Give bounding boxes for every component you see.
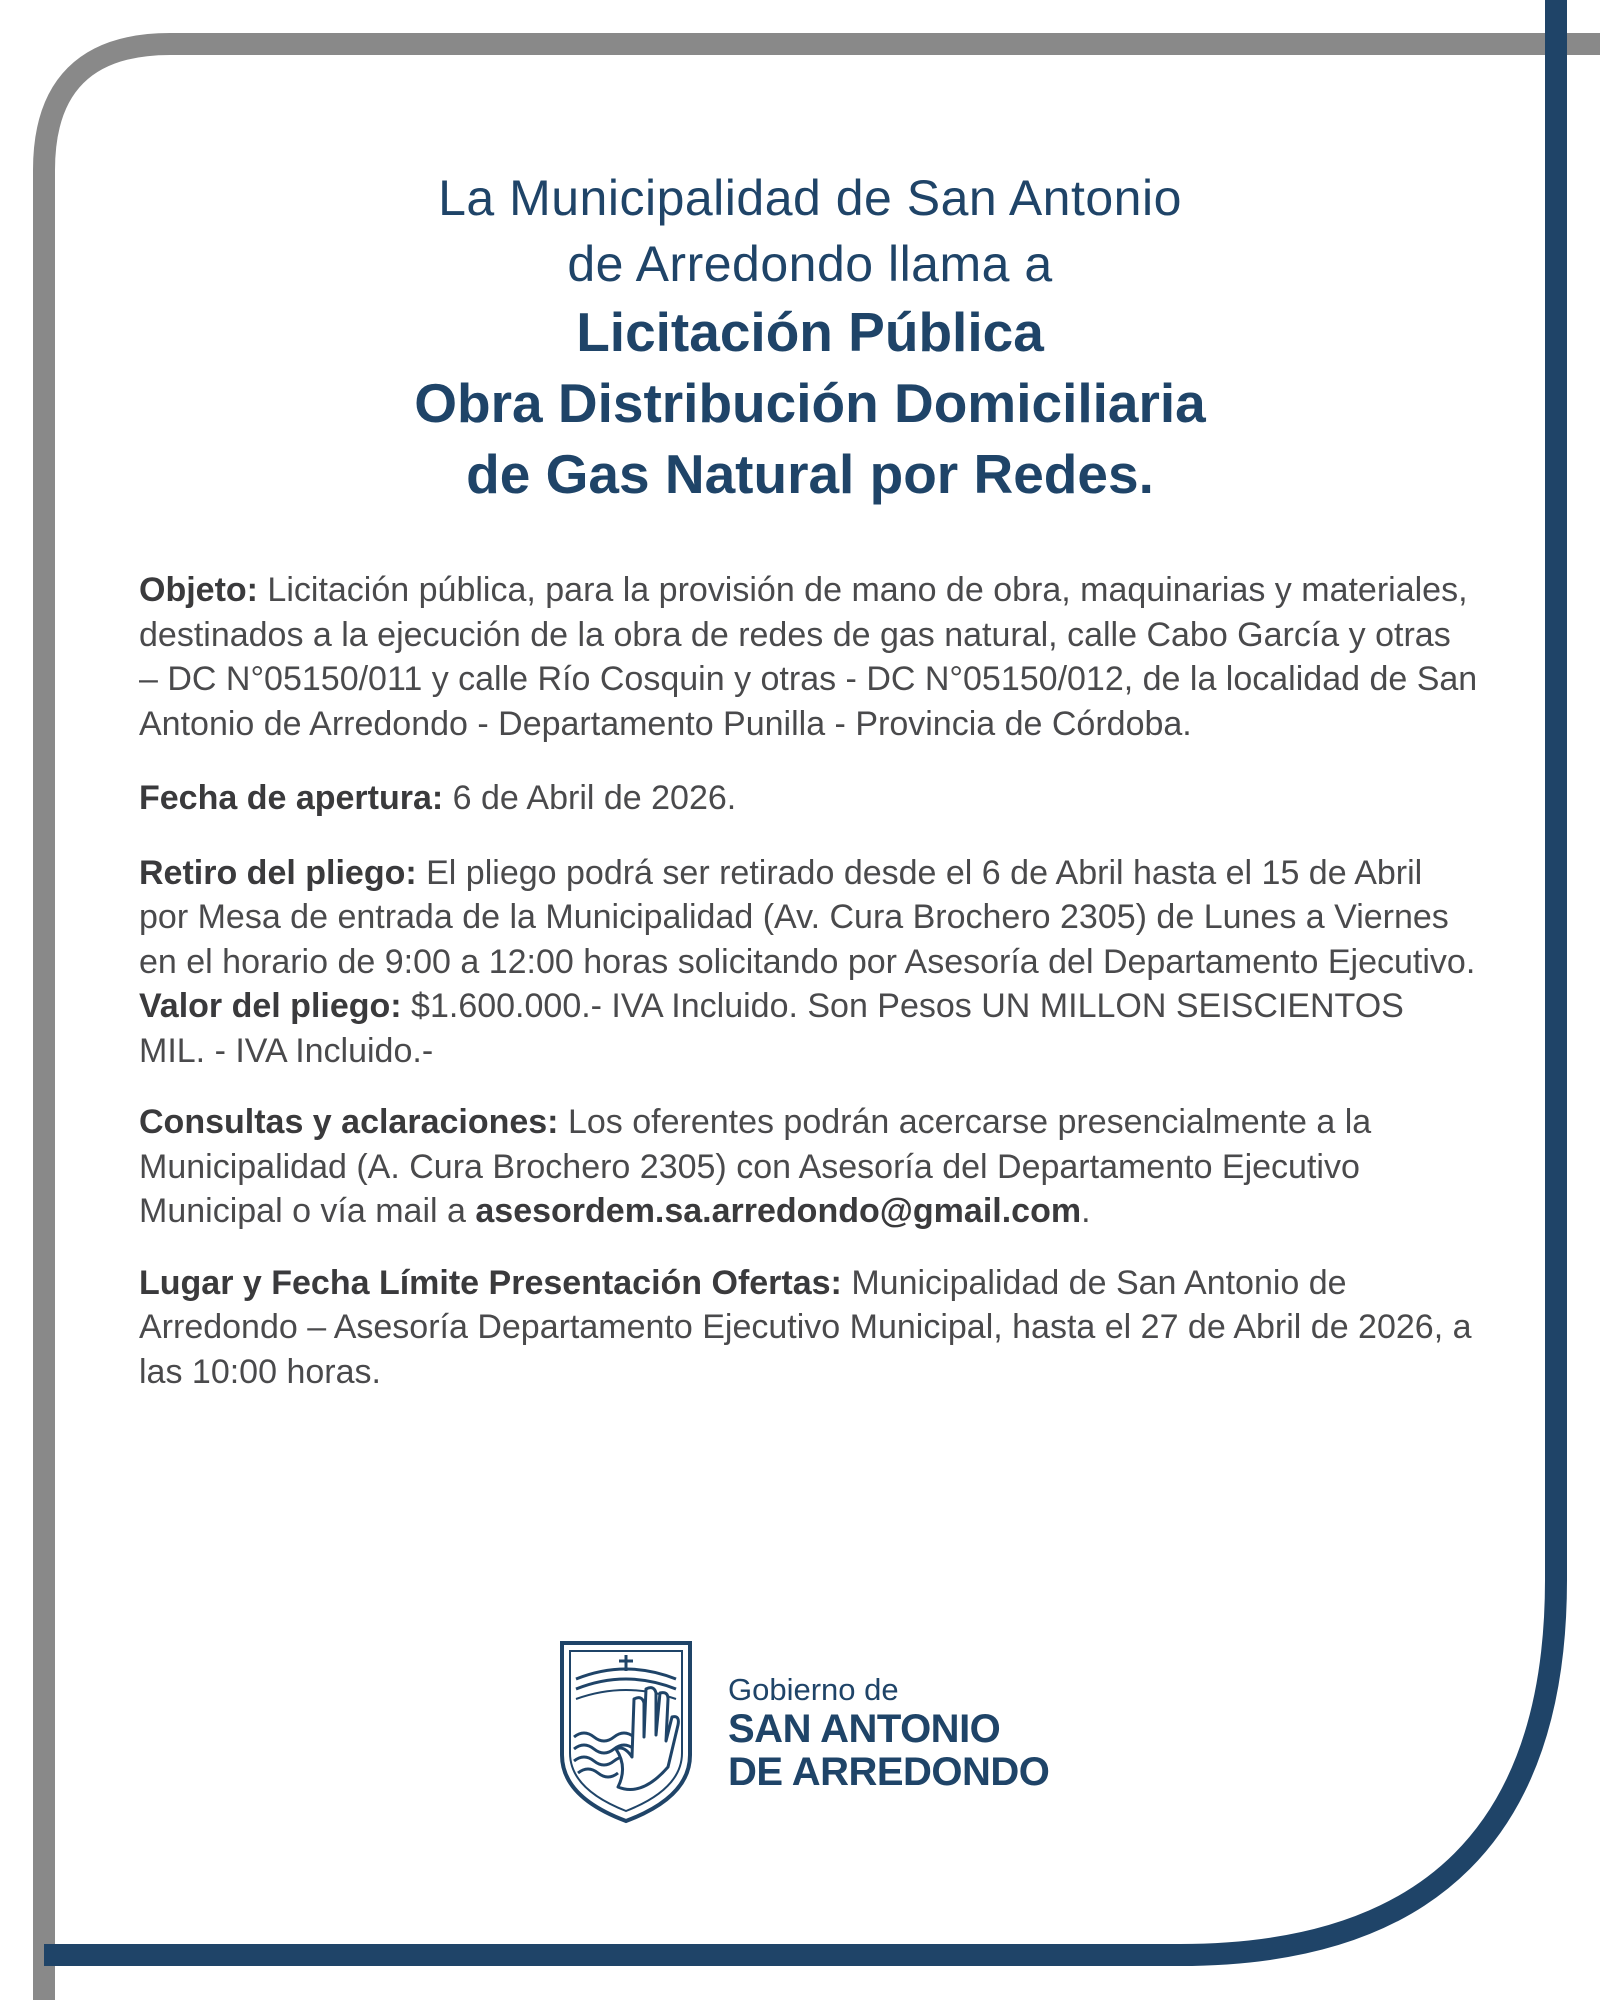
retiro-label: Retiro del pliego: <box>139 853 417 892</box>
valor-label: Valor del pliego: <box>139 987 402 1025</box>
objeto-text: Licitación pública, para la provisión de mano de obra, maquinarias y materiales, destinados a la ejecución de la obra de redes de gas natural, calle Cabo García y otras – DC N°05150/011 y calle Río Cosquin y otras - DC N°05150/012, de la localidad de San Antonio de Arredondo - Departamento Punilla - Provincia de Córdoba. <box>139 571 1478 743</box>
logo-line-3: DE ARREDONDO <box>728 1750 1050 1794</box>
consultas-label: Consultas y aclaraciones: <box>139 1103 559 1141</box>
retiro-text: El pliego podrá ser retirado desde el 6 de Abril hasta el 15 de Abril por Mesa de entrada de la Municipalidad (Av. Cura Brochero 2305) de Lunes a Viernes en el horario de 9:00 a 12:00 horas solicitando por Asesoría del Departamento Ejecutivo. <box>139 853 1476 981</box>
consultas-paragraph <box>139 1100 1479 1234</box>
lugar-paragraph <box>139 1261 1479 1395</box>
title-line-1: La Municipalidad de San Antonio <box>438 170 1182 226</box>
logo-line-1: Gobierno de <box>728 1672 899 1707</box>
title-line-3: Licitación Pública <box>576 301 1044 363</box>
lugar-text: Municipalidad de San Antonio de Arredondo – Asesoría Departamento Ejecutivo Municipal, hasta el 27 de Abril de 2026, a las 10:00 horas. <box>139 1263 1472 1391</box>
lugar-label: Lugar y Fecha Límite Presentación Ofertas: <box>139 1263 842 1302</box>
consultas-text: Los oferentes podrán acercarse presencialmente a la Municipalidad (A. Cura Brochero 2305) con Asesoría del Departamento Ejecutivo Municipal o vía mail a <box>139 1103 1372 1230</box>
apertura-text: 6 de Abril de 2026. <box>443 779 737 817</box>
apertura-label: Fecha de apertura: <box>139 779 444 817</box>
title-line-5: de Gas Natural por Redes. <box>466 443 1154 505</box>
consultas-end: . <box>1081 1192 1091 1230</box>
municipality-logo <box>556 1637 1056 1827</box>
valor-paragraph <box>139 984 1479 1073</box>
apertura-paragraph <box>139 776 1479 821</box>
logo-line-2: SAN ANTONIO <box>728 1707 1001 1751</box>
coat-of-arms-icon <box>556 1637 696 1827</box>
title-line-2: de Arredondo llama a <box>567 236 1053 292</box>
announcement-body <box>139 568 1479 1394</box>
title-line-4: Obra Distribución Domiciliaria <box>414 372 1206 434</box>
announcement-title <box>200 165 1420 510</box>
valor-text: $1.600.000.- IVA Incluido. Son Pesos UN MILLON SEISCIENTOS MIL. - IVA Incluido.- <box>139 987 1404 1070</box>
objeto-label: Objeto: <box>139 571 258 609</box>
contact-email: asesordem.sa.arredondo@gmail.com <box>475 1192 1082 1230</box>
logo-text <box>728 1672 1049 1794</box>
retiro-paragraph <box>139 851 1479 985</box>
objeto-paragraph <box>139 568 1479 746</box>
